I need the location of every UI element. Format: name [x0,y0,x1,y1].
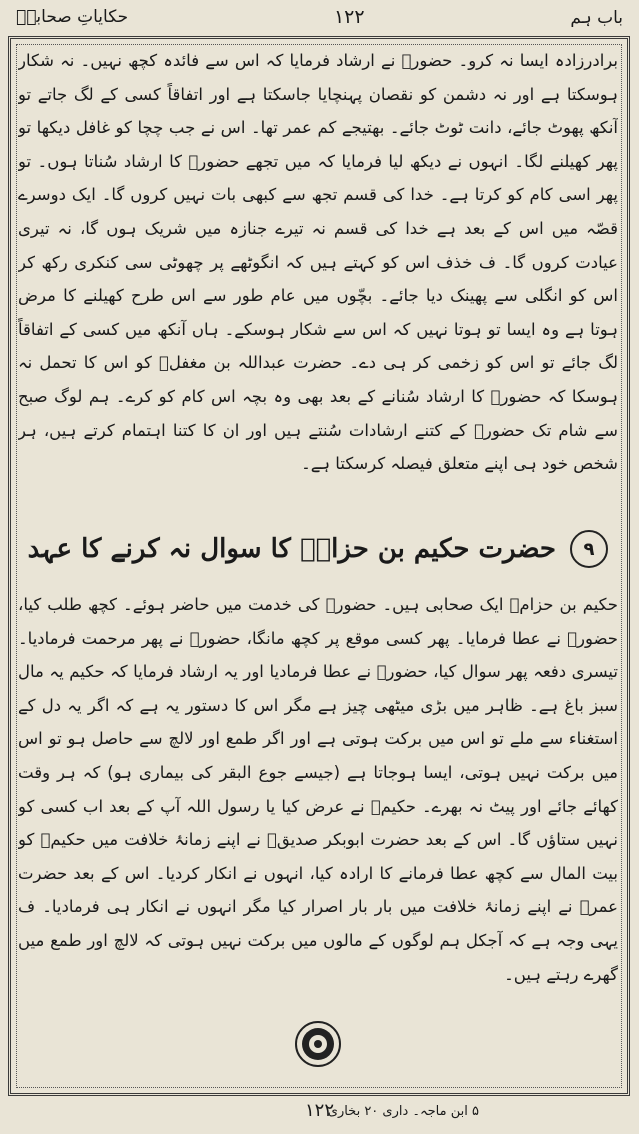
paragraph-1: برادرزادہ ایسا نہ کرو۔ حضورؐ نے ارشاد فرمایا کہ اس سے فائدہ کچھ نہیں۔ نہ شکار ہوسکتا ہے اور نہ دشمن کو نقصان پہنچایا جاسکتا ہے اور اتفاقاً کسی کے لگ جاتے تو آنکھ پھوٹ جائے، دانت ٹوٹ جائے۔ بھتیجے کم عمر تھا۔ اس نے جب چچا کو غافل دیکھا تو پھر کھیلنے لگا۔ انہوں نے دیکھ لیا فرمایا کہ میں تجھے حضورؐ کا ارشاد سُناتا ہوں۔ تو پھر اسی کام کو کرتا ہے۔ خدا کی قسم تجھ سے کبھی بات نہیں کروں گا۔ ایک دوسرے قصّہ میں اس کے بعد ہے خدا کی قسم نہ تیرے جنازہ میں شریک ہوں گا، نہ تیری عیادت کروں گا۔ ف خذف اس کو کہتے ہیں کہ انگوٹھے پر چھوٹی سی کنکری رکھ کر اس کو انگلی سے پھینک دیا جائے۔ بچّوں میں عام طور سے اس طرح کھیلنے کا مرض ہوتا ہے وہ ایسا تو ہوتا نہیں کہ اس سے شکار ہوسکے۔ ہاں آنکھ میں کسی کے اتفاقاً لگ جائے تو اس کو زخمی کر ہی دے۔ حضرت عبداللہ بن مغفلؓ کو اس کا تحمل نہ ہوسکا کہ حضورؐ کا ارشاد سُنانے کے بعد بھی وہ بچہ اس کام کو کرے۔ ہم لوگ صبح سے شام تک حضورؐ کے کتنے ارشادات سُنتے ہیں اور ان کا کتنا اہتمام کرتے ہیں، ہر شخص خود ہی اپنے متعلق فیصلہ کرسکتا ہے۔ [18,51,618,474]
page-header [0,0,639,34]
footer-page-number: ۱۲۲ [304,1100,334,1121]
section-title: حضرت حکیم بن حزامؓ کا سوال نہ کرنے کا عہد [27,534,556,564]
header-page-number: ۱۲۲ [333,6,365,28]
section-number-badge: ۹ [570,530,608,568]
book-title: حکایاتِ صحابہؓ [16,7,129,27]
section-heading [18,528,618,570]
chapter-label: باب ہم [570,7,623,28]
flower-ornament-icon [294,1020,342,1068]
footnote-references: ۵ ابن ماجہ۔ داری ۲۰ بخاری [327,1104,479,1119]
paragraph-2: حکیم بن حزامؓ ایک صحابی ہیں۔ حضورؐ کی خدمت میں حاضر ہوئے۔ کچھ طلب کیا، حضورؐ نے عطا فرمایا۔ پھر کسی موقع پر کچھ مانگا، حضورؐ نے پھر مرحمت فرمادیا۔ تیسری دفعہ پھر سوال کیا، حضورؐ نے عطا فرمادیا اور یہ ارشاد فرمایا کہ حکیم یہ مال سبز باغ ہے۔ ظاہر میں بڑی میٹھی چیز ہے مگر اس کا دستور یہ ہے کہ اگر یہ دل کے استغناء سے ملے تو اس میں برکت ہوتی ہے اور اگر طمع اور لالچ سے حاصل ہو تو اس میں برکت نہیں ہوتی، ایسا ہوجاتا ہے (جیسے جوع البقر کی بیماری ہو) کہ ہر وقت کھائے جائے اور پیٹ نہ بھرے۔ حکیمؓ نے عرض کیا یا رسول اللہ آپ کے بعد اب کسی کو نہیں ستاؤں گا۔ اس کے بعد حضرت ابوبکر صدیقؓ نے اپنے زمانۂ خلافت میں حکیمؓ کو بیت المال سے کچھ عطا فرمانے کا ارادہ کیا، انہوں نے انکار کردیا۔ اس کے بعد حضرت عمرؓ نے اپنے زمانۂ خلافت میں بار بار اصرار کیا مگر انہوں نے انکار ہی فرمادیا۔ ف یہی وجہ ہے کہ آجکل ہم لوگوں کے مالوں میں برکت نہیں ہوتی کہ لالچ اور طمع میں گھرے رہتے ہیں۔ [18,595,618,984]
